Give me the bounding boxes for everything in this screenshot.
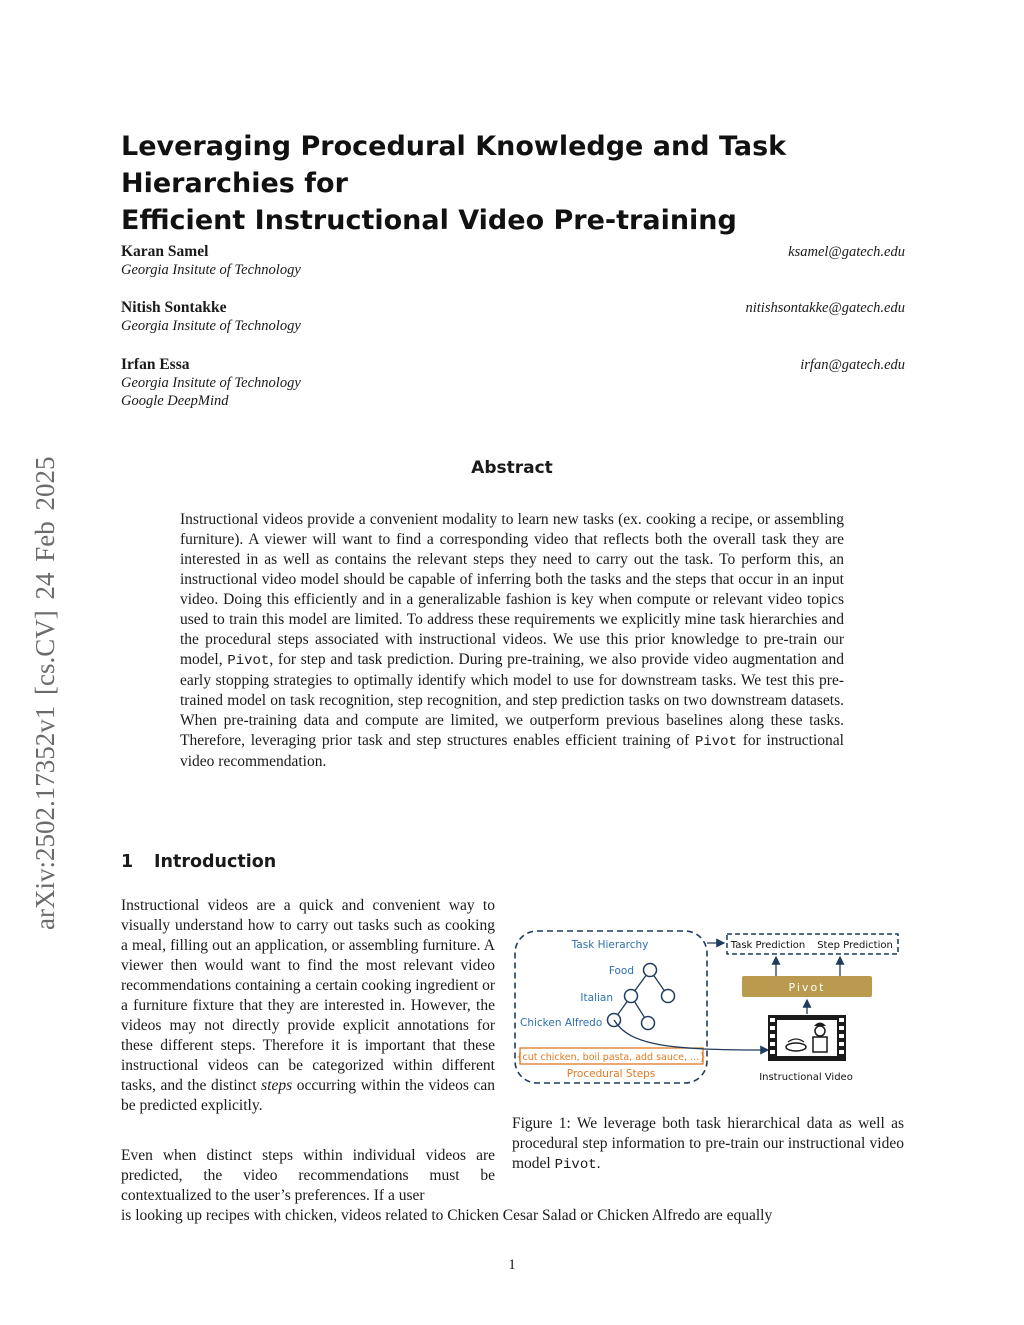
title-line-2: Efficient Instructional Video Pre-training — [121, 205, 737, 236]
abstract-body — [180, 510, 844, 772]
section-heading — [121, 852, 276, 872]
author-block — [121, 356, 905, 410]
intro-paragraph-1 — [121, 896, 495, 1116]
task-prediction-label: Task Prediction — [730, 940, 806, 951]
author-email[interactable]: nitishsontakke@gatech.edu — [745, 300, 905, 316]
model-name: Pivot — [554, 1157, 597, 1173]
tree-node — [662, 990, 675, 1003]
section-number: 1 — [121, 852, 134, 872]
abstract-text: for instructional video recommendation. — [180, 732, 844, 770]
model-name: Pivot — [694, 734, 737, 750]
steps-list: {cut chicken, boil pasta, add sauce, …} — [516, 1052, 706, 1063]
author-block — [121, 243, 905, 279]
emphasis-text: steps — [261, 1077, 293, 1094]
task-hierarchy-label: Task Hierarchy — [571, 939, 649, 951]
procedural-steps-label: Procedural Steps — [566, 1068, 656, 1080]
author-name: Irfan Essa — [121, 356, 190, 373]
step-prediction-label: Step Prediction — [817, 940, 893, 951]
section-title: Introduction — [154, 852, 277, 872]
author-block — [121, 299, 905, 335]
abstract-text: Instructional videos provide a convenient modality to learn new tasks (ex. cooking a recipe, or assembling furniture). A viewer will want to find a corresponding video that reflects both the overall task they are interested in as well as contains the relevant steps they need to carry out the task. To perform this, an instructional video model should be capable of inferring both the tasks and the steps that occur in an input video. Doing this efficiently and in a generalizable fashion is key when compute or relevant video topics used to train this model are limited. To address these requirements we explicitly mine task hierarchies and the procedural steps associated with instructional videos. We use this prior knowledge to pre-train our model, — [180, 511, 844, 668]
figure-1-caption — [512, 1114, 904, 1175]
caption-text: Figure 1: We leverage both task hierarchical data as well as procedural step information to pre-train our instructional video model — [512, 1115, 904, 1172]
intro-paragraph-2-continued: is looking up recipes with chicken, videos related to Chicken Cesar Salad or Chicken Alfredo are equally — [121, 1207, 773, 1224]
paragraph-text: occurring within the videos can be predicted explicitly. — [121, 1077, 496, 1114]
arxiv-id: arXiv:2502.17352v1 — [30, 705, 60, 930]
abstract-text: , for step and task prediction. During pre-training, we also provide video augmentation and early stopping strategies to optimally identify which model to use for downstream tasks. We test this pre-trained model on task recognition, step recognition, and step prediction tasks on two downstream datasets. When pre-training data and compute are limited, we outperform previous baselines along these tasks. Therefore, leveraging prior task and step structures enables efficient training of — [180, 651, 844, 749]
page-number: 1 — [508, 1257, 516, 1273]
paragraph-text: Instructional videos are a quick and convenient way to visually understand how to carry out tasks such as cooking a meal, filling out an application, or assembling furniture. A viewer then would want to find the most relevant video recommendations containing a certain cooking ingredient or a furniture fixture that they are interested in. However, the videos may not directly provide explicit annotations for these different steps. Therefore it is important that these instructional videos can be categorized within different tasks, and the distinct — [121, 897, 495, 1094]
instructional-video-label: Instructional Video — [759, 1072, 853, 1083]
author-affiliation: Georgia Insitute of Technology — [121, 262, 301, 278]
intro-paragraph-2: Even when distinct steps within individual videos are predicted, the video recommendations must be contextualized to the user’s preferences. If a user — [121, 1147, 495, 1204]
tree-node — [642, 1017, 655, 1030]
arxiv-sidebar — [30, 330, 62, 930]
italian-label: Italian — [580, 992, 613, 1004]
author-affiliation: Google DeepMind — [121, 393, 229, 409]
hierarchy-to-video-arrow — [614, 1020, 768, 1050]
abstract-heading: Abstract — [471, 458, 553, 478]
arxiv-category: [cs.CV] — [30, 610, 60, 696]
food-label: Food — [608, 965, 634, 977]
author-name: Nitish Sontakke — [121, 299, 227, 316]
paper-title — [121, 128, 921, 239]
tree-edges — [614, 970, 668, 1023]
author-name: Karan Samel — [121, 243, 209, 260]
tree-node — [625, 990, 638, 1003]
caption-text: . — [596, 1155, 601, 1172]
figure-1-diagram — [510, 926, 904, 1090]
author-email[interactable]: ksamel@gatech.edu — [788, 244, 905, 260]
pivot-model-label: Pivot — [788, 981, 826, 994]
author-affiliation: Georgia Insitute of Technology — [121, 318, 301, 334]
model-name: Pivot — [227, 653, 270, 669]
chicken-alfredo-label: Chicken Alfredo — [520, 1017, 603, 1029]
film-strip-icon — [768, 1015, 846, 1061]
arxiv-date: 24 Feb 2025 — [30, 456, 60, 600]
tree-node — [644, 964, 657, 977]
author-email[interactable]: irfan@gatech.edu — [800, 357, 905, 373]
author-affiliation: Georgia Insitute of Technology — [121, 375, 301, 391]
title-line-1: Leveraging Procedural Knowledge and Task Hierarchies for — [121, 131, 787, 199]
